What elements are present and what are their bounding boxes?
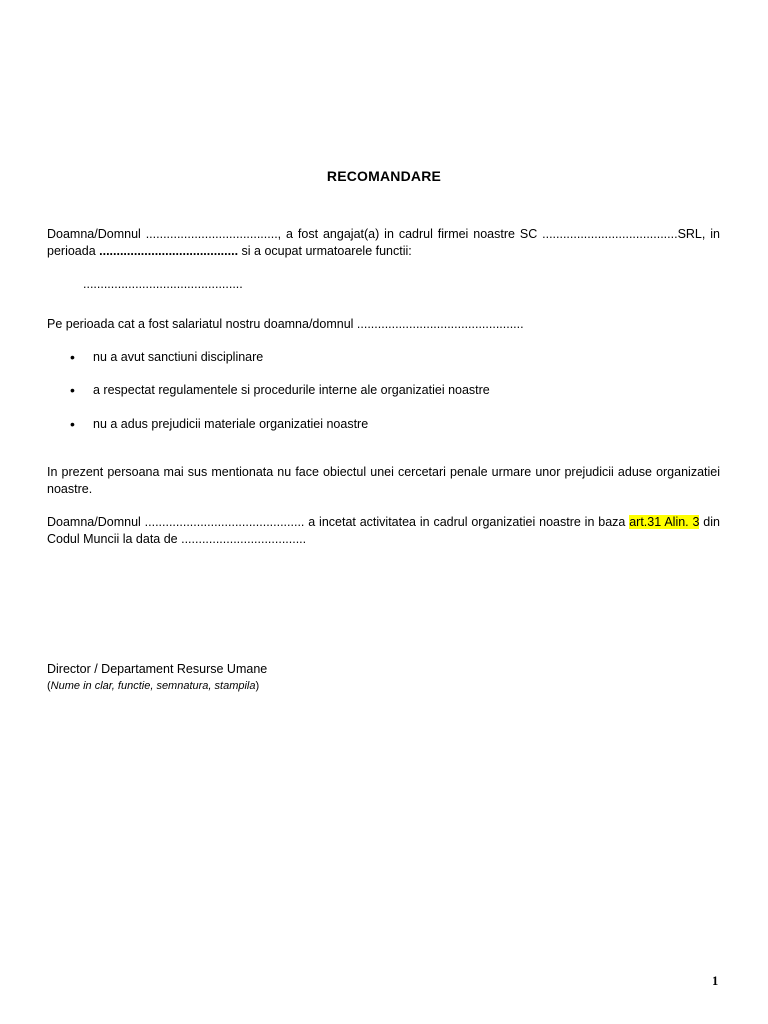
termination-paragraph <box>47 514 720 547</box>
bullet-icon: • <box>70 382 75 398</box>
intro-paragraph <box>47 226 720 259</box>
bullet-text: nu a avut sanctiuni disciplinare <box>93 350 264 364</box>
signature-note-open: ( <box>47 679 51 692</box>
list-item <box>70 349 720 366</box>
bullet-text: a respectat regulamentele si procedurile interne ale organizatiei noastre <box>93 383 490 397</box>
termination-text-end: din Codul Muncii la data de .................................... <box>47 515 720 546</box>
signature-block <box>47 661 720 694</box>
signature-note <box>47 678 720 695</box>
signature-note-close: ) <box>255 679 260 692</box>
period-intro-paragraph: Pe perioada cat a fost salariatul nostru doamna/domnul ................................................ <box>47 317 524 331</box>
bullet-icon: • <box>70 349 75 365</box>
bullet-icon: • <box>70 416 75 432</box>
legal-reference-highlight: art.31 Alin. 3 <box>629 515 700 529</box>
period-placeholder: ........................................ <box>99 243 239 258</box>
termination-text-start: Doamna/Domnul .............................................. a incetat activitatea in cadrul organizatiei noastre in baza <box>47 515 630 529</box>
bullet-text: nu a adus prejudicii materiale organizatiei noastre <box>93 417 369 431</box>
page-number: 1 <box>712 974 719 988</box>
list-item <box>70 382 720 399</box>
signature-role: Director / Departament Resurse Umane <box>47 662 268 676</box>
signature-note-text: Nume in clar, functie, semnatura, stampila <box>50 679 256 692</box>
list-item <box>70 416 720 433</box>
investigation-paragraph: In prezent persoana mai sus mentionata nu face obiectul unei cercetari penale urmare unor prejudicii aduse organizatiei noastre. <box>47 465 720 496</box>
document-title: RECOMANDARE <box>326 168 442 184</box>
functions-placeholder: .............................................. <box>83 277 243 291</box>
intro-text-start: Doamna/Domnul ......................................, a fost angajat(a) in cadrul firmei noastre SC .......................................SRL, in perioada <box>47 227 720 258</box>
intro-text-end: si a ocupat urmatoarele functii: <box>238 243 412 258</box>
